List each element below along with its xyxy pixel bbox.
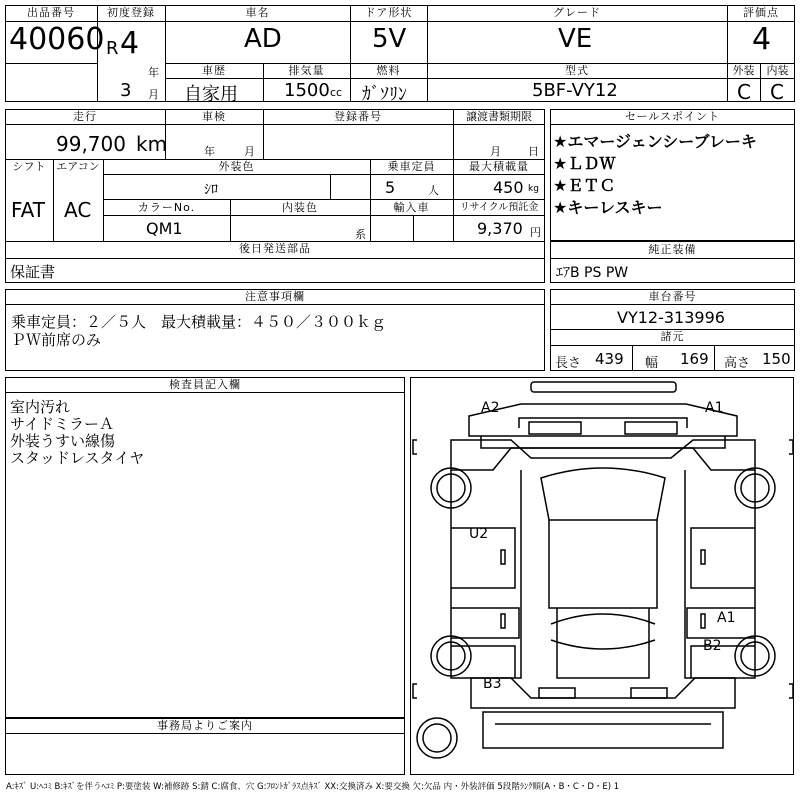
capacity-unit: 人 xyxy=(428,184,439,197)
ac-label: エアコン xyxy=(56,160,100,173)
colorno-label: カラーNo. xyxy=(137,201,196,214)
fuel-label: 燃料 xyxy=(376,64,401,77)
recycle: 9,370 xyxy=(477,219,523,238)
first-reg-label: 初度登録 xyxy=(107,6,155,19)
sales-item: ★ＥＴＣ xyxy=(553,176,616,195)
color: ｼﾛ xyxy=(204,182,218,198)
chassis-number: VY12-313996 xyxy=(617,308,725,327)
exterior-grade: C xyxy=(737,80,751,104)
damage-diagram xyxy=(410,377,794,775)
capacity: 5 xyxy=(385,178,396,197)
era: R xyxy=(106,38,119,59)
displacement: 1500 xyxy=(284,80,330,101)
month-unit: 月 xyxy=(148,88,159,101)
lot-number: 40060 xyxy=(9,22,105,57)
displacement-label: 排気量 xyxy=(288,64,325,77)
inspector-line: 室内汚れ xyxy=(10,398,71,416)
height-label: 高さ xyxy=(724,356,751,371)
specs-label: 諸元 xyxy=(660,330,685,343)
history-label: 車歴 xyxy=(202,64,226,77)
interior-grade: C xyxy=(770,80,784,104)
width-label: 幅 xyxy=(645,356,659,371)
length: 439 xyxy=(595,350,624,368)
inspection-year-unit: 年 xyxy=(204,145,215,158)
damage-mark-a1-rear: A1 xyxy=(717,610,736,626)
mileage: 99,700 xyxy=(56,132,126,156)
notes-label: 注意事項欄 xyxy=(245,290,305,303)
damage-mark-b3: B3 xyxy=(483,676,502,692)
inspector-line: スタッドレスタイヤ xyxy=(10,449,145,467)
shift: FAT xyxy=(11,198,46,222)
inspection-label: 車検 xyxy=(202,110,226,123)
transfer-label: 譲渡書類期限 xyxy=(466,110,532,123)
history: 自家用 xyxy=(184,84,238,105)
damage-mark-a1-front: A1 xyxy=(705,400,724,416)
inspection-month-unit: 月 xyxy=(244,145,255,158)
transfer-day-unit: 日 xyxy=(528,145,539,158)
loadcap-label: 最大積載量 xyxy=(469,160,529,173)
grade: VE xyxy=(558,24,593,54)
sales-label: セールスポイント xyxy=(624,110,720,123)
office-label: 事務局よりご案内 xyxy=(157,719,253,732)
grade-label: グレード xyxy=(553,6,601,19)
import-label: 輸入車 xyxy=(393,201,430,214)
legend: A:ｷｽﾞ U:ﾍｺﾐ B:ｷｽﾞを伴うﾍｺﾐ P:要塗装 W:補修跡 S:錆 C:腐食、穴 G:ﾌﾛﾝﾄｶﾞﾗｽ点ｷｽﾞ XX:交換済み X:要交換 欠:欠品 内・外装評価 5段階ﾗﾝｸ順(A・B・C・D・E) 1 xyxy=(6,782,620,792)
recycle-label: リサイクル預託金 xyxy=(459,202,539,213)
ac: AC xyxy=(64,198,92,222)
colorno: QM1 xyxy=(146,219,183,238)
intcolor-unit: 系 xyxy=(355,228,366,241)
sales-item: ★エマージェンシーブレーキ xyxy=(553,132,757,151)
chassis-label: 車台番号 xyxy=(648,290,697,303)
intcolor-label: 内装色 xyxy=(282,201,318,214)
color-label: 外装色 xyxy=(218,160,255,173)
car-name: AD xyxy=(244,24,282,54)
mileage-unit: km xyxy=(136,132,168,156)
score: 4 xyxy=(752,22,772,57)
capacity-label: 乗車定員 xyxy=(387,160,436,173)
exterior-label: 外装 xyxy=(732,64,755,77)
mileage-label: 走行 xyxy=(73,110,97,123)
sales-item: ★キーレスキー xyxy=(553,198,663,217)
loadcap-unit: kg xyxy=(528,184,539,194)
reg-month: 3 xyxy=(120,80,132,101)
score-label: 評価点 xyxy=(743,6,779,19)
lot-label: 出品番号 xyxy=(27,6,75,19)
damage-mark-u2: U2 xyxy=(469,526,489,542)
regno-label: 登録番号 xyxy=(334,110,382,123)
door-label: ドア形状 xyxy=(364,6,413,19)
inspector-line: サイドミラーＡ xyxy=(10,415,114,433)
notes-line: ＰＷ前席のみ xyxy=(11,331,102,349)
model: 5BF-VY12 xyxy=(532,80,618,101)
notes-line: 乗車定員：２／５人 最大積載量：４５０／３００ｋｇ xyxy=(11,313,387,331)
sales-item: ★ＬＤＷ xyxy=(553,154,616,173)
reg-year: 4 xyxy=(120,26,140,61)
shift-label: シフト xyxy=(12,160,46,173)
height: 150 xyxy=(762,350,791,368)
later-parts-label: 後日発送部品 xyxy=(239,242,311,255)
car-outline xyxy=(411,378,795,776)
door-type: 5V xyxy=(372,24,407,54)
recycle-unit: 円 xyxy=(530,226,541,239)
interior-label: 内装 xyxy=(766,64,789,77)
year-unit: 年 xyxy=(148,66,159,79)
width: 169 xyxy=(680,350,709,368)
loadcap: 450 xyxy=(493,178,524,197)
inspector-line: 外装うすい線傷 xyxy=(10,432,116,450)
length-label: 長さ xyxy=(555,356,582,371)
equipment-label: 純正装備 xyxy=(648,243,697,256)
car-name-label: 車名 xyxy=(245,6,270,19)
inspector-label: 検査員記入欄 xyxy=(169,378,241,391)
equipment-value: ｴｱB PS PW xyxy=(556,265,629,281)
transfer-month-unit: 月 xyxy=(490,145,501,158)
fuel: ｶﾞｿﾘﾝ xyxy=(362,84,407,105)
later-parts: 保証書 xyxy=(10,263,56,281)
damage-mark-a2: A2 xyxy=(481,400,500,416)
displacement-unit: cc xyxy=(330,86,343,99)
damage-mark-b2: B2 xyxy=(703,638,722,654)
model-label: 型式 xyxy=(565,64,589,77)
